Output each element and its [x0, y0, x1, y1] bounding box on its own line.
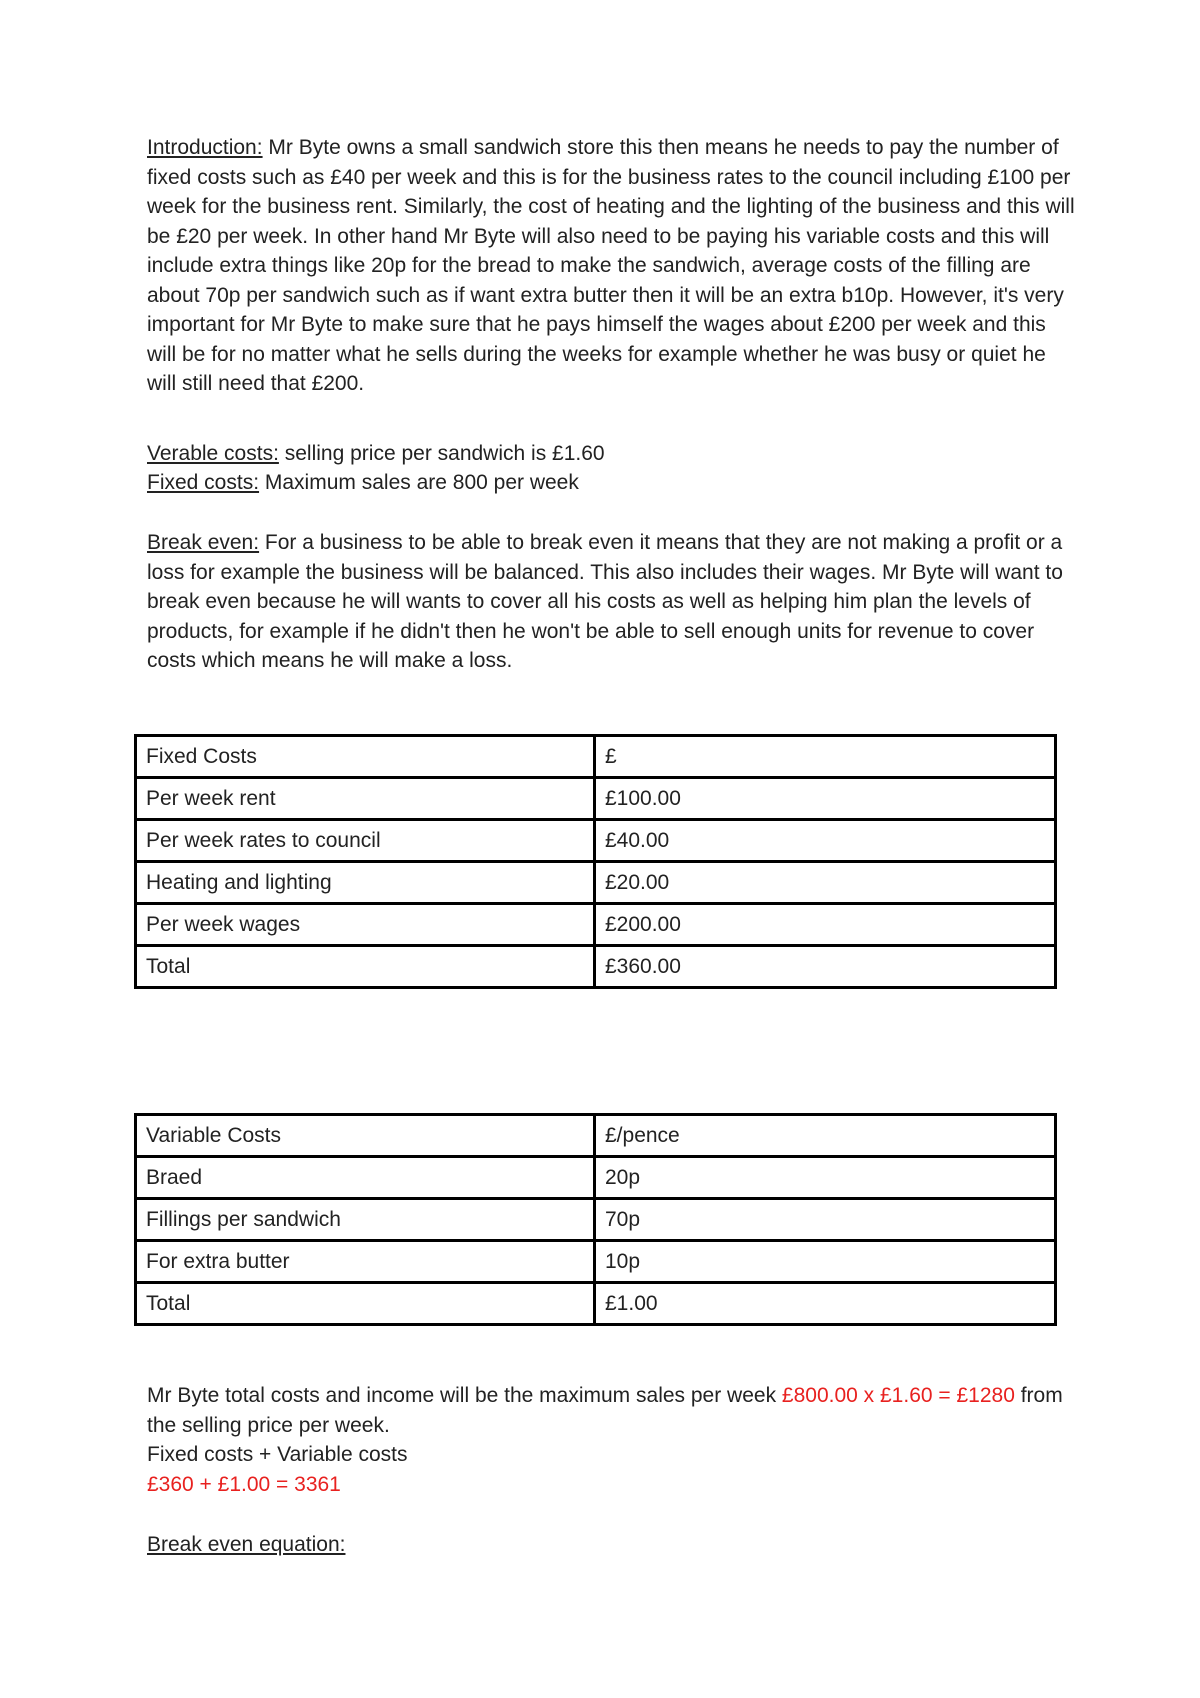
table-row	[136, 904, 1056, 946]
table-cell: £100.00	[595, 778, 1056, 820]
table-row	[136, 862, 1056, 904]
table-cell: Fixed Costs	[136, 736, 595, 778]
break-even-equation-line	[147, 1530, 1077, 1560]
table-cell: Variable Costs	[136, 1115, 595, 1157]
summary-calculation: £800.00 x £1.60 = £1280	[781, 1384, 1015, 1407]
table-cell: Total	[136, 946, 595, 988]
table-cell: 10p	[595, 1241, 1056, 1283]
table-row	[136, 1241, 1056, 1283]
break-even-text: For a business to be able to break even it means that they are not making a profit or a loss for example the business will be balanced. This also includes their wages. Mr Byte will want to break even because he will wants to cover all his costs as well as helping him plan the levels of products, for example if he didn't then he won't be able to sell enough units for revenue to cover costs which means he will make a loss.	[147, 531, 1063, 672]
table-cell: 20p	[595, 1157, 1056, 1199]
table-row	[136, 946, 1056, 988]
variable-costs-text: selling price per sandwich is £1.60	[278, 442, 605, 465]
costs-formula-line	[147, 1440, 1077, 1470]
costs-calculation-line	[147, 1470, 1077, 1500]
table-cell: Per week rent	[136, 778, 595, 820]
table-cell: Braed	[136, 1157, 595, 1199]
break-even-paragraph	[147, 528, 1077, 676]
table-row	[136, 778, 1056, 820]
table-row	[136, 1283, 1056, 1325]
table-cell: Heating and lighting	[136, 862, 595, 904]
table-cell: £360.00	[595, 946, 1056, 988]
table-row	[136, 1199, 1056, 1241]
table-cell: Fillings per sandwich	[136, 1199, 595, 1241]
table-cell: £1.00	[595, 1283, 1056, 1325]
table-cell: £200.00	[595, 904, 1056, 946]
costs-calculation: £360 + £1.00 = 3361	[147, 1473, 341, 1496]
fixed-costs-line	[147, 468, 1077, 498]
variable-costs-heading: Verable costs:	[147, 442, 279, 465]
fixed-costs-text: Maximum sales are 800 per week	[259, 471, 579, 494]
break-even-heading: Break even:	[147, 531, 260, 554]
table-row	[136, 1157, 1056, 1199]
summary-tail: from the selling price per week.	[147, 1384, 1063, 1437]
table-row	[136, 736, 1056, 778]
table-cell: Per week wages	[136, 904, 595, 946]
table-cell: Total	[136, 1283, 595, 1325]
introduction-heading: Introduction:	[147, 136, 263, 159]
table-cell: Per week rates to council	[136, 820, 595, 862]
break-even-equation-heading: Break even equation:	[147, 1533, 346, 1556]
table-row	[136, 820, 1056, 862]
table-row	[136, 1115, 1056, 1157]
table-cell: For extra butter	[136, 1241, 595, 1283]
summary-paragraph	[147, 1381, 1077, 1440]
table-cell: £20.00	[595, 862, 1056, 904]
table-cell: 70p	[595, 1199, 1056, 1241]
table-cell: £40.00	[595, 820, 1056, 862]
variable-costs-table	[134, 1113, 1057, 1326]
summary-text: Mr Byte total costs and income will be the maximum sales per week	[147, 1384, 782, 1407]
table-cell: £/pence	[595, 1115, 1056, 1157]
introduction-paragraph	[147, 133, 1077, 399]
variable-costs-line	[147, 439, 1077, 469]
table-cell: £	[595, 736, 1056, 778]
fixed-costs-table	[134, 734, 1057, 989]
introduction-text: Mr Byte owns a small sandwich store this then means he needs to pay the number of fixed costs such as £40 per week and this is for the business rates to the council including £100 per week for the business rent. Similarly, the cost of heating and the lighting of the business and this will be £20 per week. In other hand Mr Byte will also need to be paying his variable costs and this will include extra things like 20p for the bread to make the sandwich, average costs of the filling are about 70p per sandwich such as if want extra butter then it will be an extra b10p. However, it's very important for Mr Byte to make sure that he pays himself the wages about £200 per week and this will be for no matter what he sells during the weeks for example whether he was busy or quiet he will still need that £200.	[147, 136, 1075, 395]
costs-formula: Fixed costs + Variable costs	[147, 1443, 408, 1466]
fixed-costs-heading: Fixed costs:	[147, 471, 260, 494]
